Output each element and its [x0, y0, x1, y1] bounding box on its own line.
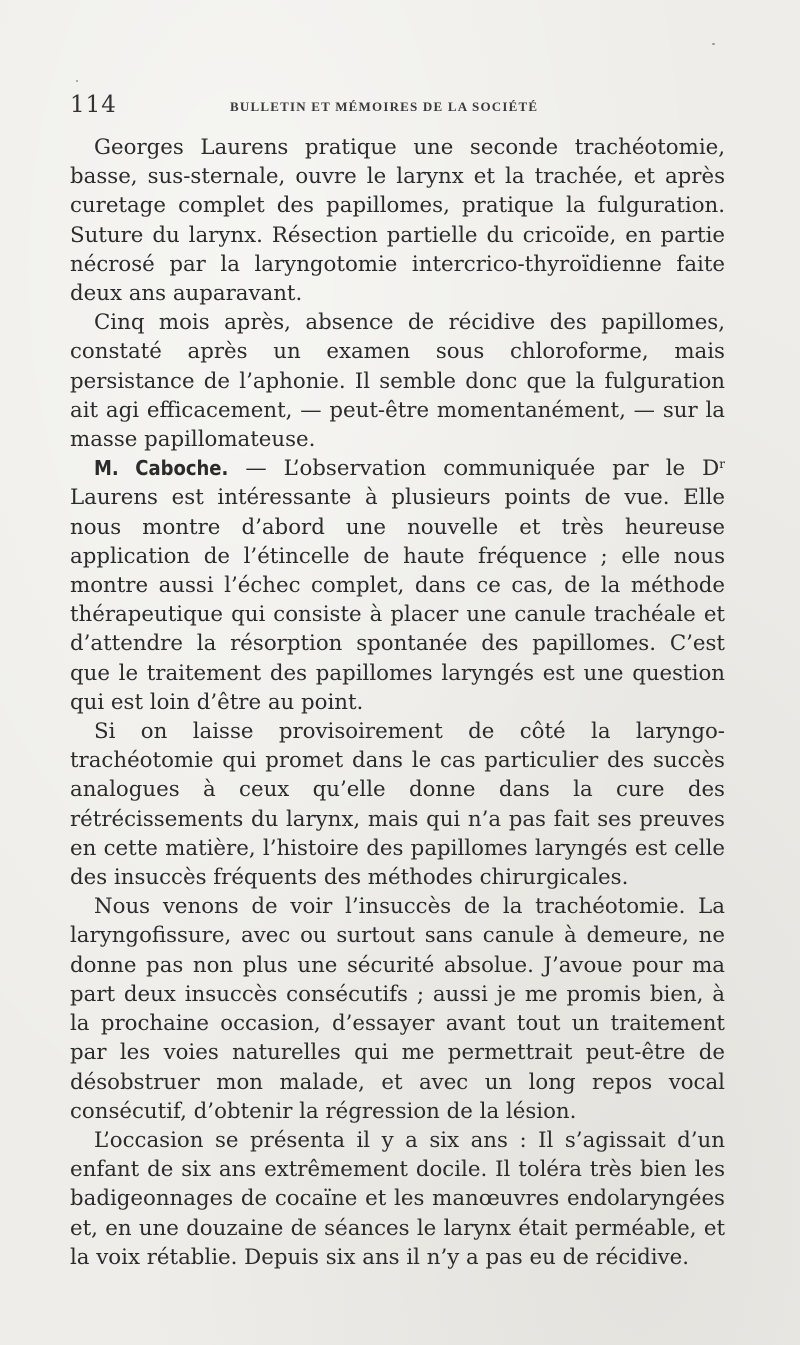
page-number: 114	[70, 92, 117, 118]
paper-speck	[712, 43, 715, 45]
paragraph-6: L’occasion se présenta il y a six ans : Il s’agissait d’un enfant de six ans extrêmement docile. Il toléra très bien les badigeonnages de cocaïne et les manœuvres endolaryngées et, en une douzaine de séances le larynx était perméable, et la voix rétablie. Depuis six ans il n’y a pas eu de récidive.	[70, 1127, 725, 1270]
paragraph-3-text-b: Laurens est intéressante à plusieurs points de vue. Elle nous montre d’abord une nouvelle et très heureuse application de l’étincelle de haute fréquence ; elle nous montre aussi l’échec complet, dans ce cas, de la méthode thérapeutique qui consiste à placer une canule trachéale et d’attendre la résorption spontanée des papillomes. C’est que le traitement des papillomes laryngés est une question qui est loin d’être au point.	[70, 485, 725, 715]
running-head: BULLETIN ET MÉMOIRES DE LA SOCIÉTÉ	[230, 99, 539, 114]
paragraph-3-text-a: — L’observation communiquée par le D	[228, 456, 720, 482]
page-header	[70, 92, 725, 120]
paragraph-5: Nous venons de voir l’insuccès de la trachéotomie. La laryngofissure, avec ou surtout sans canule à demeure, ne donne pas non plus une sécurité absolue. J’avoue pour ma part deux insuccès consécutifs ; aussi je me promis bien, à la prochaine occasion, d’essayer avant tout un traitement par les voies naturelles qui me permettrait peut-être de désobstruer mon malade, et avec un long repos vocal consécutif, d’obtenir la régression de la lésion.	[70, 894, 725, 1124]
paragraph-2: Cinq mois après, absence de récidive des papillomes, constaté après un examen sous chloroforme, mais persistance de l’aphonie. Il semble donc que la fulguration ait agi efficacement, — peut-être momentanément, — sur la masse papillomateuse.	[70, 310, 725, 453]
paragraph-4: Si on laisse provisoirement de côté la laryngo-trachéotomie qui promet dans le cas particulier des succès analogues à ceux qu’elle donne dans la cure des rétrécissements du larynx, mais qui n’a pas fait ses preuves en cette matière, l’histoire des papillomes laryngés est celle des insuccès fréquents des méthodes chirurgicales.	[70, 719, 725, 891]
paragraph-1: Georges Laurens pratique une seconde trachéotomie, basse, sus-sternale, ouvre le larynx et la trachée, et après curetage complet des papillomes, pratique la fulguration. Suture du larynx. Résection partielle du cricoïde, en partie nécrosé par la laryngotomie intercrico-thyroïdienne faite deux ans auparavant.	[70, 135, 725, 307]
body-text	[70, 133, 725, 1272]
doctor-abbrev-superscript: r	[719, 457, 725, 472]
paragraph-3	[70, 454, 725, 717]
paper-speck	[76, 80, 78, 82]
speaker-name: M. Caboche.	[94, 456, 229, 481]
